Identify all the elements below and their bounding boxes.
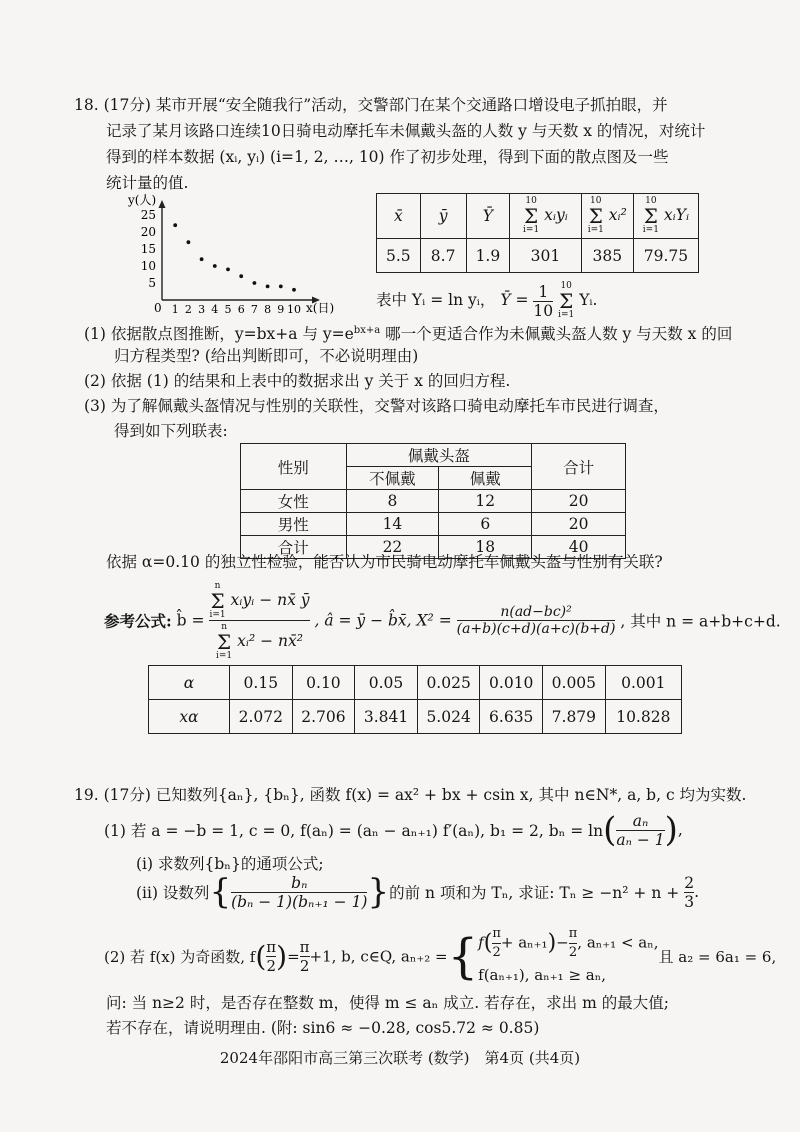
stats-table bbox=[376, 193, 699, 273]
ct-cell: 6 bbox=[439, 513, 532, 536]
q19-part1-frac bbox=[616, 812, 664, 849]
q18-part1-sup: bx+a bbox=[353, 325, 381, 336]
stats-header-Ybar: Ȳ bbox=[466, 194, 510, 239]
sum-sigma: Σ bbox=[210, 589, 225, 613]
sum-bottom: i=1 bbox=[558, 310, 575, 320]
scatter-y-arrow bbox=[159, 200, 166, 208]
sum-sigma: Σ bbox=[588, 204, 603, 228]
q18-line-2: 记录了某月该路口连续10日骑电动摩托车未佩戴头盔的人数 y 与天数 x 的情况，对统计 bbox=[106, 122, 706, 140]
x-alpha-cell: 6.635 bbox=[480, 700, 543, 734]
frac-den: (bₙ − 1)(bₙ₊₁ − 1) bbox=[231, 892, 368, 911]
scatter-point bbox=[279, 285, 283, 289]
ct-cell: 40 bbox=[532, 536, 626, 559]
stats-header-ybar: ȳ bbox=[420, 194, 466, 239]
stats-value: 5.5 bbox=[377, 239, 421, 273]
x-alpha-cell: 5.024 bbox=[417, 700, 480, 734]
q18-part3-a: (3) 为了解佩戴头盔情况与性别的关联性，交警对该路口骑电动摩托车市民进行调查， bbox=[84, 397, 669, 415]
stats-value: 8.7 bbox=[420, 239, 466, 273]
stats-header-sum-xY bbox=[633, 194, 698, 239]
q19-part2-cases bbox=[478, 925, 658, 988]
ref-b-den bbox=[209, 620, 309, 661]
contingency-table bbox=[240, 443, 626, 559]
scatter-point bbox=[213, 264, 217, 268]
q18-line-3: 得到的样本数据 (xᵢ, yᵢ) (i=1, 2, …, 10) 作了初步处理，得到下面的散点图及一些 bbox=[106, 148, 669, 166]
frac-num: 1 bbox=[538, 282, 549, 301]
frac-den: 2 bbox=[266, 957, 276, 975]
ct-cell: 18 bbox=[439, 536, 532, 559]
q18-part3-b: 得到如下列联表: bbox=[114, 422, 228, 440]
q18-line-4: 统计量的值. bbox=[106, 174, 189, 192]
alpha-cell: 0.005 bbox=[543, 666, 606, 700]
table-note-ybar: Ȳ bbox=[500, 291, 511, 309]
frac-num: bₙ bbox=[291, 873, 308, 892]
ref-b-num-text: xᵢyᵢ − nx̄ ȳ bbox=[230, 591, 310, 609]
case1-mid: + aₙ₊₁ bbox=[500, 933, 548, 952]
ct-wearing-header: 佩戴 bbox=[439, 467, 532, 490]
scatter-point bbox=[187, 240, 191, 244]
alpha-table bbox=[148, 665, 682, 734]
stats-header-sum-x2 bbox=[581, 194, 633, 239]
q19-line-1: 19. (17分) 已知数列{aₙ}, {bₙ}, 函数 f(x) = ax² + bx + csin x, 其中 n∈N*, a, b, c 均为实数. bbox=[74, 786, 747, 804]
case1-f: f bbox=[478, 933, 484, 952]
frac-num: π bbox=[492, 926, 501, 941]
q19-part1-i: (ⅰ) 求数列{bₙ}的通项公式; bbox=[136, 855, 324, 873]
ct-gender-header: 性别 bbox=[241, 444, 347, 490]
q19-part1-ii-mid: 的前 n 项和为 Tₙ, 求证: Tₙ ≥ −n² + n + bbox=[389, 884, 680, 902]
sum-sigma: Σ bbox=[217, 630, 232, 654]
frac-num: π bbox=[568, 926, 578, 941]
stats-header-xbar: x̄ bbox=[377, 194, 421, 239]
q19-part1-text: (1) 若 a = −b = 1, c = 0, f(aₙ) = (aₙ − aₙ₊₁) f′(aₙ), b₁ = 2, bₙ = ln bbox=[104, 822, 604, 840]
stats-value: 385 bbox=[581, 239, 633, 273]
ct-cell: 20 bbox=[532, 513, 626, 536]
q19-part2-line2: 问: 当 n≥2 时，是否存在整数 m，使得 m ≤ aₙ 成立. 若存在，求出 m 的最大值; bbox=[106, 994, 669, 1012]
x-alpha-row bbox=[149, 700, 682, 734]
ref-chi-den: (a+b)(c+d)(a+c)(b+d) bbox=[456, 621, 616, 637]
sum-bottom: i=1 bbox=[587, 225, 604, 235]
q19-part1-ii-text: (ⅱ) 设数列 bbox=[136, 884, 210, 902]
scatter-plot bbox=[118, 186, 350, 316]
scatter-x-tick-label: 2 bbox=[184, 303, 192, 316]
ct-cell: 女性 bbox=[241, 490, 347, 513]
ct-cell: 12 bbox=[439, 490, 532, 513]
ref-label: 参考公式: bbox=[104, 611, 172, 631]
x-alpha-cell: 3.841 bbox=[355, 700, 418, 734]
scatter-point bbox=[200, 257, 204, 261]
q18-line-1: 18. (17分) 某市开展“安全随我行”活动，交警部门在某个交通路口增设电子抓拍眼，并 bbox=[74, 96, 668, 114]
q19-part2-eq: = bbox=[287, 947, 300, 966]
scatter-x-tick-label: 5 bbox=[224, 303, 232, 316]
q18-part1-b: 归方程类型? (给出判断即可，不必说明理由) bbox=[114, 347, 419, 365]
alpha-cell: 0.001 bbox=[605, 666, 681, 700]
q18-part1-text-b: 哪一个更适合作为未佩戴头盔人数 y 与天数 x 的回 bbox=[380, 325, 733, 344]
sum-top: 10 bbox=[590, 196, 602, 206]
alpha-label: α bbox=[149, 666, 230, 700]
ref-b-frac bbox=[209, 580, 309, 661]
sum-bottom: i=1 bbox=[209, 610, 226, 620]
ct-helmet-header: 佩戴头盔 bbox=[346, 444, 532, 467]
q19-part1-end: , bbox=[677, 821, 683, 839]
scatter-origin: 0 bbox=[154, 301, 162, 315]
scatter-x-tick-label: 7 bbox=[250, 303, 258, 316]
scatter-x-tick-label: 9 bbox=[277, 303, 285, 316]
ref-tail: , 其中 n = a+b+c+d. bbox=[620, 612, 781, 631]
sum-top: n bbox=[221, 622, 227, 632]
q19-part1-ii-end: . bbox=[694, 883, 699, 901]
q19-part1-ii-frac bbox=[231, 874, 367, 911]
ct-cell: 8 bbox=[346, 490, 439, 513]
ref-ahat: , â = ȳ − b̂x̄, Χ² = bbox=[314, 611, 452, 630]
frac-num: π bbox=[266, 938, 277, 956]
stats-value: 301 bbox=[510, 239, 581, 273]
sum-top: 10 bbox=[645, 196, 657, 206]
q18-part1-text: (1) 依据散点图推断，y=bx+a 与 y=e bbox=[84, 325, 354, 344]
q18-part2: (2) 依据 (1) 的结果和上表中的数据求出 y 关于 x 的回归方程. bbox=[84, 372, 511, 390]
page-footer: 2024年邵阳市高三第三次联考 (数学) 第4页 (共4页) bbox=[219, 1049, 581, 1067]
sum-sigma: Σ bbox=[559, 289, 574, 313]
scatter-y-tick-label: 5 bbox=[148, 276, 156, 290]
q19-part2-mid: +1, b, c∈Q, aₙ₊₂ = bbox=[309, 947, 448, 966]
sum-sigma: Σ bbox=[524, 204, 539, 228]
ct-cell: 合计 bbox=[241, 536, 347, 559]
sum-bottom: i=1 bbox=[642, 225, 659, 235]
frac-num: π bbox=[299, 938, 310, 956]
ct-cell: 20 bbox=[532, 490, 626, 513]
scatter-point bbox=[226, 268, 230, 272]
q19-case-2: f(aₙ₊₁), aₙ₊₁ ≥ aₙ, bbox=[478, 966, 606, 984]
frac-den: aₙ − 1 bbox=[616, 830, 665, 849]
q19-part2-text: (2) 若 f(x) 为奇函数, f bbox=[104, 948, 256, 966]
table-note-frac bbox=[533, 283, 553, 320]
ref-chi-frac bbox=[457, 604, 616, 637]
table-note bbox=[376, 282, 597, 320]
frac-den: 2 bbox=[299, 957, 310, 975]
q19-part1: (1) 若 a = −b = 1, c = 0, f(aₙ) = (aₙ − aₙ₊₁) f′(aₙ), b₁ = 2, $b_n = \ln(\frac{\text{aₙ}}{\text{aₙ − 1}}$ ), bbox=[104, 810, 683, 850]
ct-total-header: 合计 bbox=[532, 444, 626, 490]
q19-part2: (2) 若 f(x) 为奇函数, f( $\frac{\pi}{2}$ )= $\frac{\pi}{2}$ +1, b, c∈Q, aₙ₊₂ ={ f( $\frac{\pi}{2}$ + aₙ₊₁)− $\frac{\pi}{2}$ , aₙ₊₁ < aₙ, f(aₙ₊₁), aₙ₊₁ ≥ aₙ, 且 a₂ = 6a₁ = 6, bbox=[104, 925, 776, 988]
sum-bottom: i=1 bbox=[216, 651, 233, 661]
scatter-point bbox=[266, 285, 270, 289]
frac-den: 3 bbox=[684, 892, 695, 911]
alpha-cell: 0.15 bbox=[230, 666, 293, 700]
stats-header-sum-xy bbox=[510, 194, 581, 239]
scatter-x-tick-label: 10 bbox=[287, 303, 301, 316]
stats-header-row bbox=[377, 194, 699, 239]
sum-sigma: Σ bbox=[643, 204, 658, 228]
scatter-y-tick-label: 10 bbox=[140, 259, 156, 273]
alpha-cell: 0.025 bbox=[417, 666, 480, 700]
scatter-point bbox=[292, 288, 296, 292]
q18-part1-a bbox=[84, 320, 732, 345]
q19-part2-tail: 且 a₂ = 6a₁ = 6, bbox=[658, 948, 777, 966]
sum-top: 10 bbox=[560, 281, 572, 291]
x-alpha-cell: 7.879 bbox=[543, 700, 606, 734]
alpha-cell: 0.05 bbox=[355, 666, 418, 700]
scatter-x-tick-label: 4 bbox=[211, 303, 219, 316]
ct-row-male bbox=[241, 513, 626, 536]
ct-cell: 22 bbox=[346, 536, 439, 559]
ref-chi-num: n(ad−bc)² bbox=[500, 604, 572, 620]
stats-value-row bbox=[377, 239, 699, 273]
ref-b-den-text: xᵢ² − nx̄² bbox=[237, 632, 303, 650]
scatter-x-tick-label: 3 bbox=[198, 303, 206, 316]
table-note-tail: Yᵢ. bbox=[579, 291, 598, 309]
scatter-y-tick-label: 15 bbox=[140, 242, 156, 256]
ct-not-wearing-header: 不佩戴 bbox=[346, 467, 439, 490]
q19-part2-frac-pi2 bbox=[300, 938, 310, 975]
scatter-point bbox=[253, 281, 257, 285]
reference-formulas bbox=[104, 580, 781, 661]
ct-row-female bbox=[241, 490, 626, 513]
table-note-prefix: 表中 Yᵢ = ln yᵢ， bbox=[376, 291, 496, 309]
ref-bhat: b̂ = bbox=[176, 611, 205, 630]
alpha-row bbox=[149, 666, 682, 700]
q19-case-1: f( $\frac{\pi}{2}$ + aₙ₊₁)− $\frac{\pi}{2}$ , aₙ₊₁ < aₙ, bbox=[478, 926, 659, 960]
q19-part2-frac-pi bbox=[266, 938, 276, 975]
scatter-x-tick-label: 8 bbox=[264, 303, 272, 316]
scatter-xlabel: x(日) bbox=[306, 301, 335, 315]
x-alpha-cell: 2.072 bbox=[230, 700, 293, 734]
frac-den: 2 bbox=[568, 945, 578, 960]
scatter-x-tick-label: 6 bbox=[237, 303, 245, 316]
ref-b-num bbox=[209, 580, 309, 620]
x-alpha-label: xα bbox=[149, 700, 230, 734]
sum-bottom: i=1 bbox=[523, 225, 540, 235]
sum-top: 10 bbox=[525, 196, 537, 206]
stats-value: 79.75 bbox=[633, 239, 698, 273]
case1-cond: , aₙ₊₁ < aₙ, bbox=[577, 933, 659, 952]
x-alpha-cell: 10.828 bbox=[605, 700, 681, 734]
ct-cell: 男性 bbox=[241, 513, 347, 536]
q19-part1-ii: (ⅱ) 设数列{$\frac{\text{bₙ}}{\text{(bₙ − 1)(bₙ₊₁ − 1)}}$ }的前 n 项和为 Tₙ, 求证: Tₙ ≥ −n² + n + $\frac{2}{3}$ . bbox=[136, 872, 699, 912]
ct-cell: 14 bbox=[346, 513, 439, 536]
frac-den: 2 bbox=[492, 945, 501, 960]
frac-den: 10 bbox=[533, 301, 554, 320]
alpha-cell: 0.010 bbox=[480, 666, 543, 700]
q19-part1-ii-frac2 bbox=[684, 874, 694, 911]
alpha-cell: 0.10 bbox=[292, 666, 355, 700]
frac-num: aₙ bbox=[632, 811, 649, 830]
stats-header-xY-text: xᵢYᵢ bbox=[663, 206, 690, 224]
scatter-x-tick-label: 1 bbox=[171, 303, 179, 316]
stats-header-x2-text: xᵢ² bbox=[608, 206, 627, 224]
scatter-y-tick-label: 20 bbox=[140, 225, 156, 239]
scatter-point bbox=[239, 274, 243, 278]
table-note-eq: = bbox=[515, 291, 529, 309]
stats-header-xy-text: xᵢyᵢ bbox=[544, 206, 568, 224]
case1-minus: − bbox=[556, 933, 569, 952]
q18-part3-question: 依据 α=0.10 的独立性检验，能否认为市民骑电动摩托车佩戴头盔与性别有关联? bbox=[106, 553, 663, 571]
scatter-ylabel: y(人) bbox=[128, 193, 157, 207]
scatter-point bbox=[173, 223, 177, 227]
stats-value: 1.9 bbox=[466, 239, 510, 273]
x-alpha-cell: 2.706 bbox=[292, 700, 355, 734]
sum-top: n bbox=[214, 581, 221, 591]
q19-part2-line3: 若不存在，请说明理由. (附: sin6 ≈ −0.28, cos5.72 ≈ 0.85) bbox=[106, 1019, 540, 1037]
scatter-y-tick-label: 25 bbox=[140, 208, 156, 222]
frac-num: 2 bbox=[684, 873, 695, 892]
